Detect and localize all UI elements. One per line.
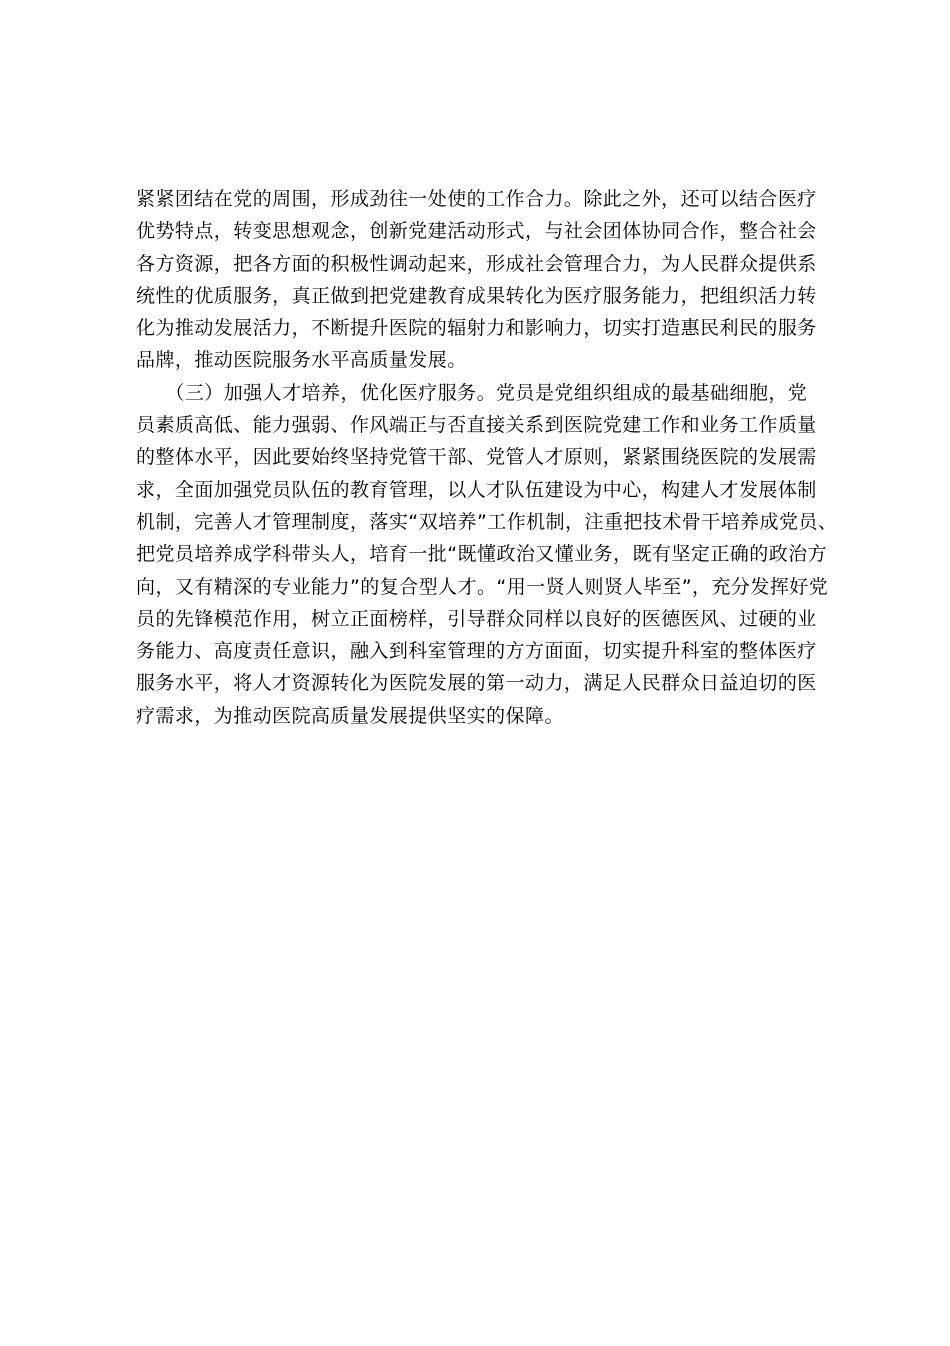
text-line: 员的先锋模范作用，树立正面榜样，引导群众同样以良好的医德医风、过硬的业 [136, 607, 817, 630]
text-line: 服务水平，将人才资源转化为医院发展的第一动力，满足人民群众日益迫切的医 [136, 672, 817, 695]
text-line: 各方资源，把各方面的积极性调动起来，形成社会管理合力，为人民群众提供系 [136, 252, 817, 275]
text-line: 向，又有精深的专业能力”的复合型人才。“用一贤人则贤人毕至”，充分发挥好党 [136, 575, 829, 598]
text-line: 把党员培养成学科带头人，培育一批“既懂政治又懂业务，既有坚定正确的政治方 [136, 543, 828, 566]
text-line: 紧紧团结在党的周围，形成劲往一处使的工作合力。除此之外，还可以结合医疗 [136, 188, 817, 210]
text-line: 务能力、高度责任意识，融入到科室管理的方方面面，切实提升科室的整体医疗 [136, 640, 817, 663]
body-text [136, 183, 838, 732]
section-heading-line: （三）加强人才培养，优化医疗服务。党员是党组织组成的最基础细胞，党 [136, 381, 808, 404]
text-line: 员素质高低、能力强弱、作风端正与否直接关系到医院党建工作和业务工作质量 [136, 414, 817, 437]
text-line: 的整体水平，因此要始终坚持党管干部、党管人才原则，紧紧围绕医院的发展需 [136, 446, 817, 469]
text-line: 统性的优质服务，真正做到把党建教育成果转化为医疗服务能力，把组织活力转 [136, 284, 817, 307]
text-line: 品牌，推动医院服务水平高质量发展。 [136, 349, 467, 372]
text-line: 疗需求，为推动医院高质量发展提供坚实的保障。 [136, 704, 564, 727]
text-line: 机制，完善人才管理制度，落实“双培养”工作机制，注重把技术骨干培养成党员、 [136, 510, 838, 533]
text-line: 优势特点，转变思想观念，创新党建活动形式，与社会团体协同合作，整合社会 [136, 220, 817, 243]
text-line: 化为推动发展活力，不断提升医院的辐射力和影响力，切实打造惠民利民的服务 [136, 317, 817, 340]
text-line: 求，全面加强党员队伍的教育管理，以人才队伍建设为中心，构建人才发展体制 [136, 478, 817, 501]
